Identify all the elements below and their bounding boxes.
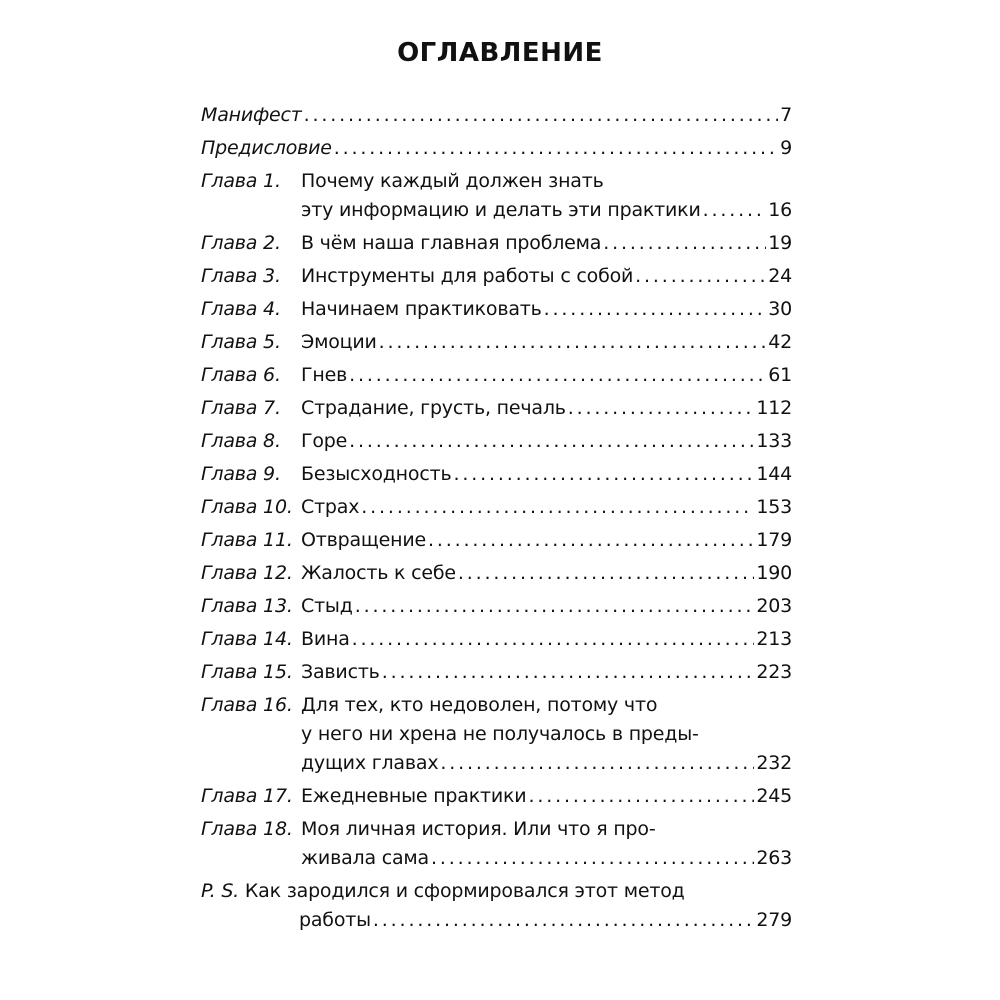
toc-entry[interactable]	[201, 691, 792, 778]
toc-page-number: 7	[780, 104, 792, 126]
toc-page-number: 144	[756, 463, 792, 485]
toc-entry[interactable]	[201, 167, 792, 225]
toc-entry-title: работы	[299, 909, 371, 931]
toc-entry-body	[201, 877, 792, 935]
toc-entry-body	[301, 427, 792, 456]
toc-entry-body	[301, 625, 792, 654]
dot-leader	[568, 394, 755, 423]
toc-entry-body	[201, 134, 792, 163]
toc-entry[interactable]	[201, 559, 792, 588]
toc-entry-label: Глава 6.	[201, 364, 281, 386]
toc-entry-label: Глава 13.	[201, 595, 293, 617]
toc-page-number: 203	[756, 595, 792, 617]
toc-entry-body	[301, 167, 792, 225]
dot-leader	[379, 328, 767, 357]
dot-leader	[373, 906, 754, 935]
toc-entry-last-line	[301, 328, 792, 357]
toc-entry-last-line	[301, 559, 792, 588]
toc-entry-body	[301, 394, 792, 423]
toc-entry-last-line	[301, 844, 792, 873]
toc-entry[interactable]	[201, 460, 792, 489]
toc-entry-label: Глава 11.	[201, 529, 293, 551]
toc-entry-last-line	[301, 427, 792, 456]
toc-entry-body	[301, 658, 792, 687]
toc-entry-label: Глава 4.	[201, 298, 281, 320]
toc-entry-last-line	[301, 229, 792, 258]
dot-leader	[458, 559, 754, 588]
toc-entry[interactable]	[201, 493, 792, 522]
dot-leader	[528, 782, 754, 811]
toc-entry-body	[301, 782, 792, 811]
toc-page-number: 223	[756, 661, 792, 683]
dot-leader	[349, 427, 754, 456]
toc-entry-body	[301, 262, 792, 291]
toc-entry-label: Глава 15.	[201, 661, 293, 683]
dot-leader	[603, 229, 766, 258]
toc-entry-last-line	[201, 134, 792, 163]
toc-entry-body	[301, 229, 792, 258]
toc-entry-title: Горе	[301, 430, 348, 452]
dot-leader	[352, 625, 755, 654]
toc-entry-last-line	[201, 906, 792, 935]
toc-page-number: 279	[756, 909, 792, 931]
dot-leader	[304, 101, 778, 130]
toc-entry-label: Глава 14.	[201, 628, 293, 650]
toc-entry-label: Глава 18.	[201, 818, 293, 840]
toc-page-number: 19	[768, 232, 792, 254]
toc-page-number: 16	[768, 199, 792, 221]
toc-entry-last-line	[301, 493, 792, 522]
toc-entry-last-line	[301, 749, 792, 778]
toc-entry-title: Страдание, грусть, печаль	[301, 397, 566, 419]
toc-entry-label: Глава 10.	[201, 496, 293, 518]
table-of-contents	[201, 101, 792, 939]
toc-entry[interactable]	[201, 361, 792, 390]
dot-leader	[635, 262, 766, 291]
toc-entry-title-line: у него ни хрена не получалось в преды-	[301, 723, 699, 745]
toc-entry[interactable]	[201, 229, 792, 258]
page-title: ОГЛАВЛЕНИЕ	[397, 38, 603, 68]
toc-page-number: 263	[756, 847, 792, 869]
toc-page-number: 112	[756, 397, 792, 419]
toc-page-number: 153	[756, 496, 792, 518]
toc-entry-last-line	[301, 262, 792, 291]
toc-entry[interactable]	[201, 782, 792, 811]
dot-leader	[334, 134, 778, 163]
toc-page-number: 179	[756, 529, 792, 551]
toc-entry-last-line	[301, 592, 792, 621]
toc-entry-body	[301, 691, 792, 778]
toc-page-number: 133	[756, 430, 792, 452]
toc-entry-title: дущих главах	[301, 752, 439, 774]
toc-entry-body	[301, 295, 792, 324]
toc-entry-last-line	[301, 361, 792, 390]
dot-leader	[349, 361, 766, 390]
toc-page-number: 9	[780, 137, 792, 159]
toc-entry[interactable]	[201, 427, 792, 456]
toc-entry-label: Глава 1.	[201, 170, 281, 192]
toc-entry[interactable]	[201, 101, 792, 130]
toc-entry-body	[201, 101, 792, 130]
toc-entry-label: Глава 8.	[201, 430, 281, 452]
toc-page-number: 232	[756, 752, 792, 774]
toc-entry[interactable]	[201, 877, 792, 935]
toc-entry[interactable]	[201, 592, 792, 621]
toc-page-number: 245	[756, 785, 792, 807]
dot-leader	[428, 526, 754, 555]
toc-entry-label: Глава 17.	[201, 785, 293, 807]
dot-leader	[355, 592, 755, 621]
toc-entry-title: Страх	[301, 496, 360, 518]
toc-entry-last-line	[301, 394, 792, 423]
toc-entry-title: В чём наша главная проблема	[301, 232, 602, 254]
toc-entry-body	[301, 493, 792, 522]
toc-entry-title: Манифест	[201, 104, 302, 126]
toc-page-number: 24	[768, 265, 792, 287]
toc-entry[interactable]	[201, 134, 792, 163]
toc-entry-title: Отвращение	[301, 529, 426, 551]
toc-entry[interactable]	[201, 658, 792, 687]
toc-entry[interactable]	[201, 394, 792, 423]
toc-entry-title: Вина	[301, 628, 350, 650]
dot-leader	[703, 196, 767, 225]
toc-page-number: 61	[768, 364, 792, 386]
toc-entry-last-line	[301, 196, 792, 225]
toc-entry-last-line	[301, 625, 792, 654]
toc-entry-label: Глава 5.	[201, 331, 281, 353]
toc-entry-title: Жалость к себе	[301, 562, 456, 584]
toc-entry-body	[301, 526, 792, 555]
toc-entry-body	[301, 460, 792, 489]
toc-entry-title: эту информацию и делать эти практики	[301, 199, 701, 221]
toc-entry-title-line: Моя личная история. Или что я про-	[301, 818, 656, 840]
toc-entry-label: Глава 12.	[201, 562, 293, 584]
dot-leader	[382, 658, 755, 687]
toc-entry-body	[301, 328, 792, 357]
toc-entry-body	[301, 815, 792, 873]
toc-entry-title: Предисловие	[201, 137, 332, 159]
toc-entry[interactable]	[201, 328, 792, 357]
toc-entry-title: Стыд	[301, 595, 353, 617]
dot-leader	[544, 295, 767, 324]
toc-entry-body	[301, 559, 792, 588]
toc-entry-title-line: Для тех, кто недоволен, потому что	[301, 694, 658, 716]
toc-entry-label: P. S.	[201, 880, 240, 902]
toc-entry[interactable]	[201, 815, 792, 873]
toc-entry-last-line	[301, 295, 792, 324]
toc-entry-last-line	[301, 658, 792, 687]
toc-entry-body	[301, 592, 792, 621]
toc-entry-label: Глава 2.	[201, 232, 281, 254]
toc-entry-title: Гнев	[301, 364, 348, 386]
toc-entry-title: живала сама	[301, 847, 429, 869]
toc-entry-line	[201, 877, 792, 906]
toc-entry-last-line	[301, 782, 792, 811]
toc-entry-title: Эмоции	[301, 331, 377, 353]
dot-leader	[453, 460, 754, 489]
toc-entry-title-line: Почему каждый должен знать	[301, 170, 604, 192]
toc-entry-title: Ежедневные практики	[301, 785, 527, 807]
toc-entry-label: Глава 7.	[201, 397, 281, 419]
toc-entry-label: Глава 9.	[201, 463, 281, 485]
toc-entry-last-line	[301, 460, 792, 489]
toc-page-number: 213	[756, 628, 792, 650]
dot-leader	[431, 844, 754, 873]
toc-page-number: 42	[768, 331, 792, 353]
toc-entry[interactable]	[201, 625, 792, 654]
toc-entry-label: Глава 3.	[201, 265, 281, 287]
toc-entry-last-line	[201, 101, 792, 130]
toc-entry-title: Безысходность	[301, 463, 452, 485]
toc-page-number: 30	[768, 298, 792, 320]
toc-entry-title: Инструменты для работы с собой	[301, 265, 634, 287]
dot-leader	[440, 749, 754, 778]
toc-entry-title: Начинаем практиковать	[301, 298, 542, 320]
toc-entry[interactable]	[201, 262, 792, 291]
toc-entry[interactable]	[201, 526, 792, 555]
toc-entry-body	[301, 361, 792, 390]
toc-entry[interactable]	[201, 295, 792, 324]
toc-page-number: 190	[756, 562, 792, 584]
dot-leader	[361, 493, 754, 522]
toc-entry-label: Глава 16.	[201, 694, 293, 716]
toc-entry-title: Зависть	[301, 661, 380, 683]
toc-entry-title-line: Как зародился и сформировался этот метод	[244, 880, 685, 902]
toc-entry-last-line	[301, 526, 792, 555]
